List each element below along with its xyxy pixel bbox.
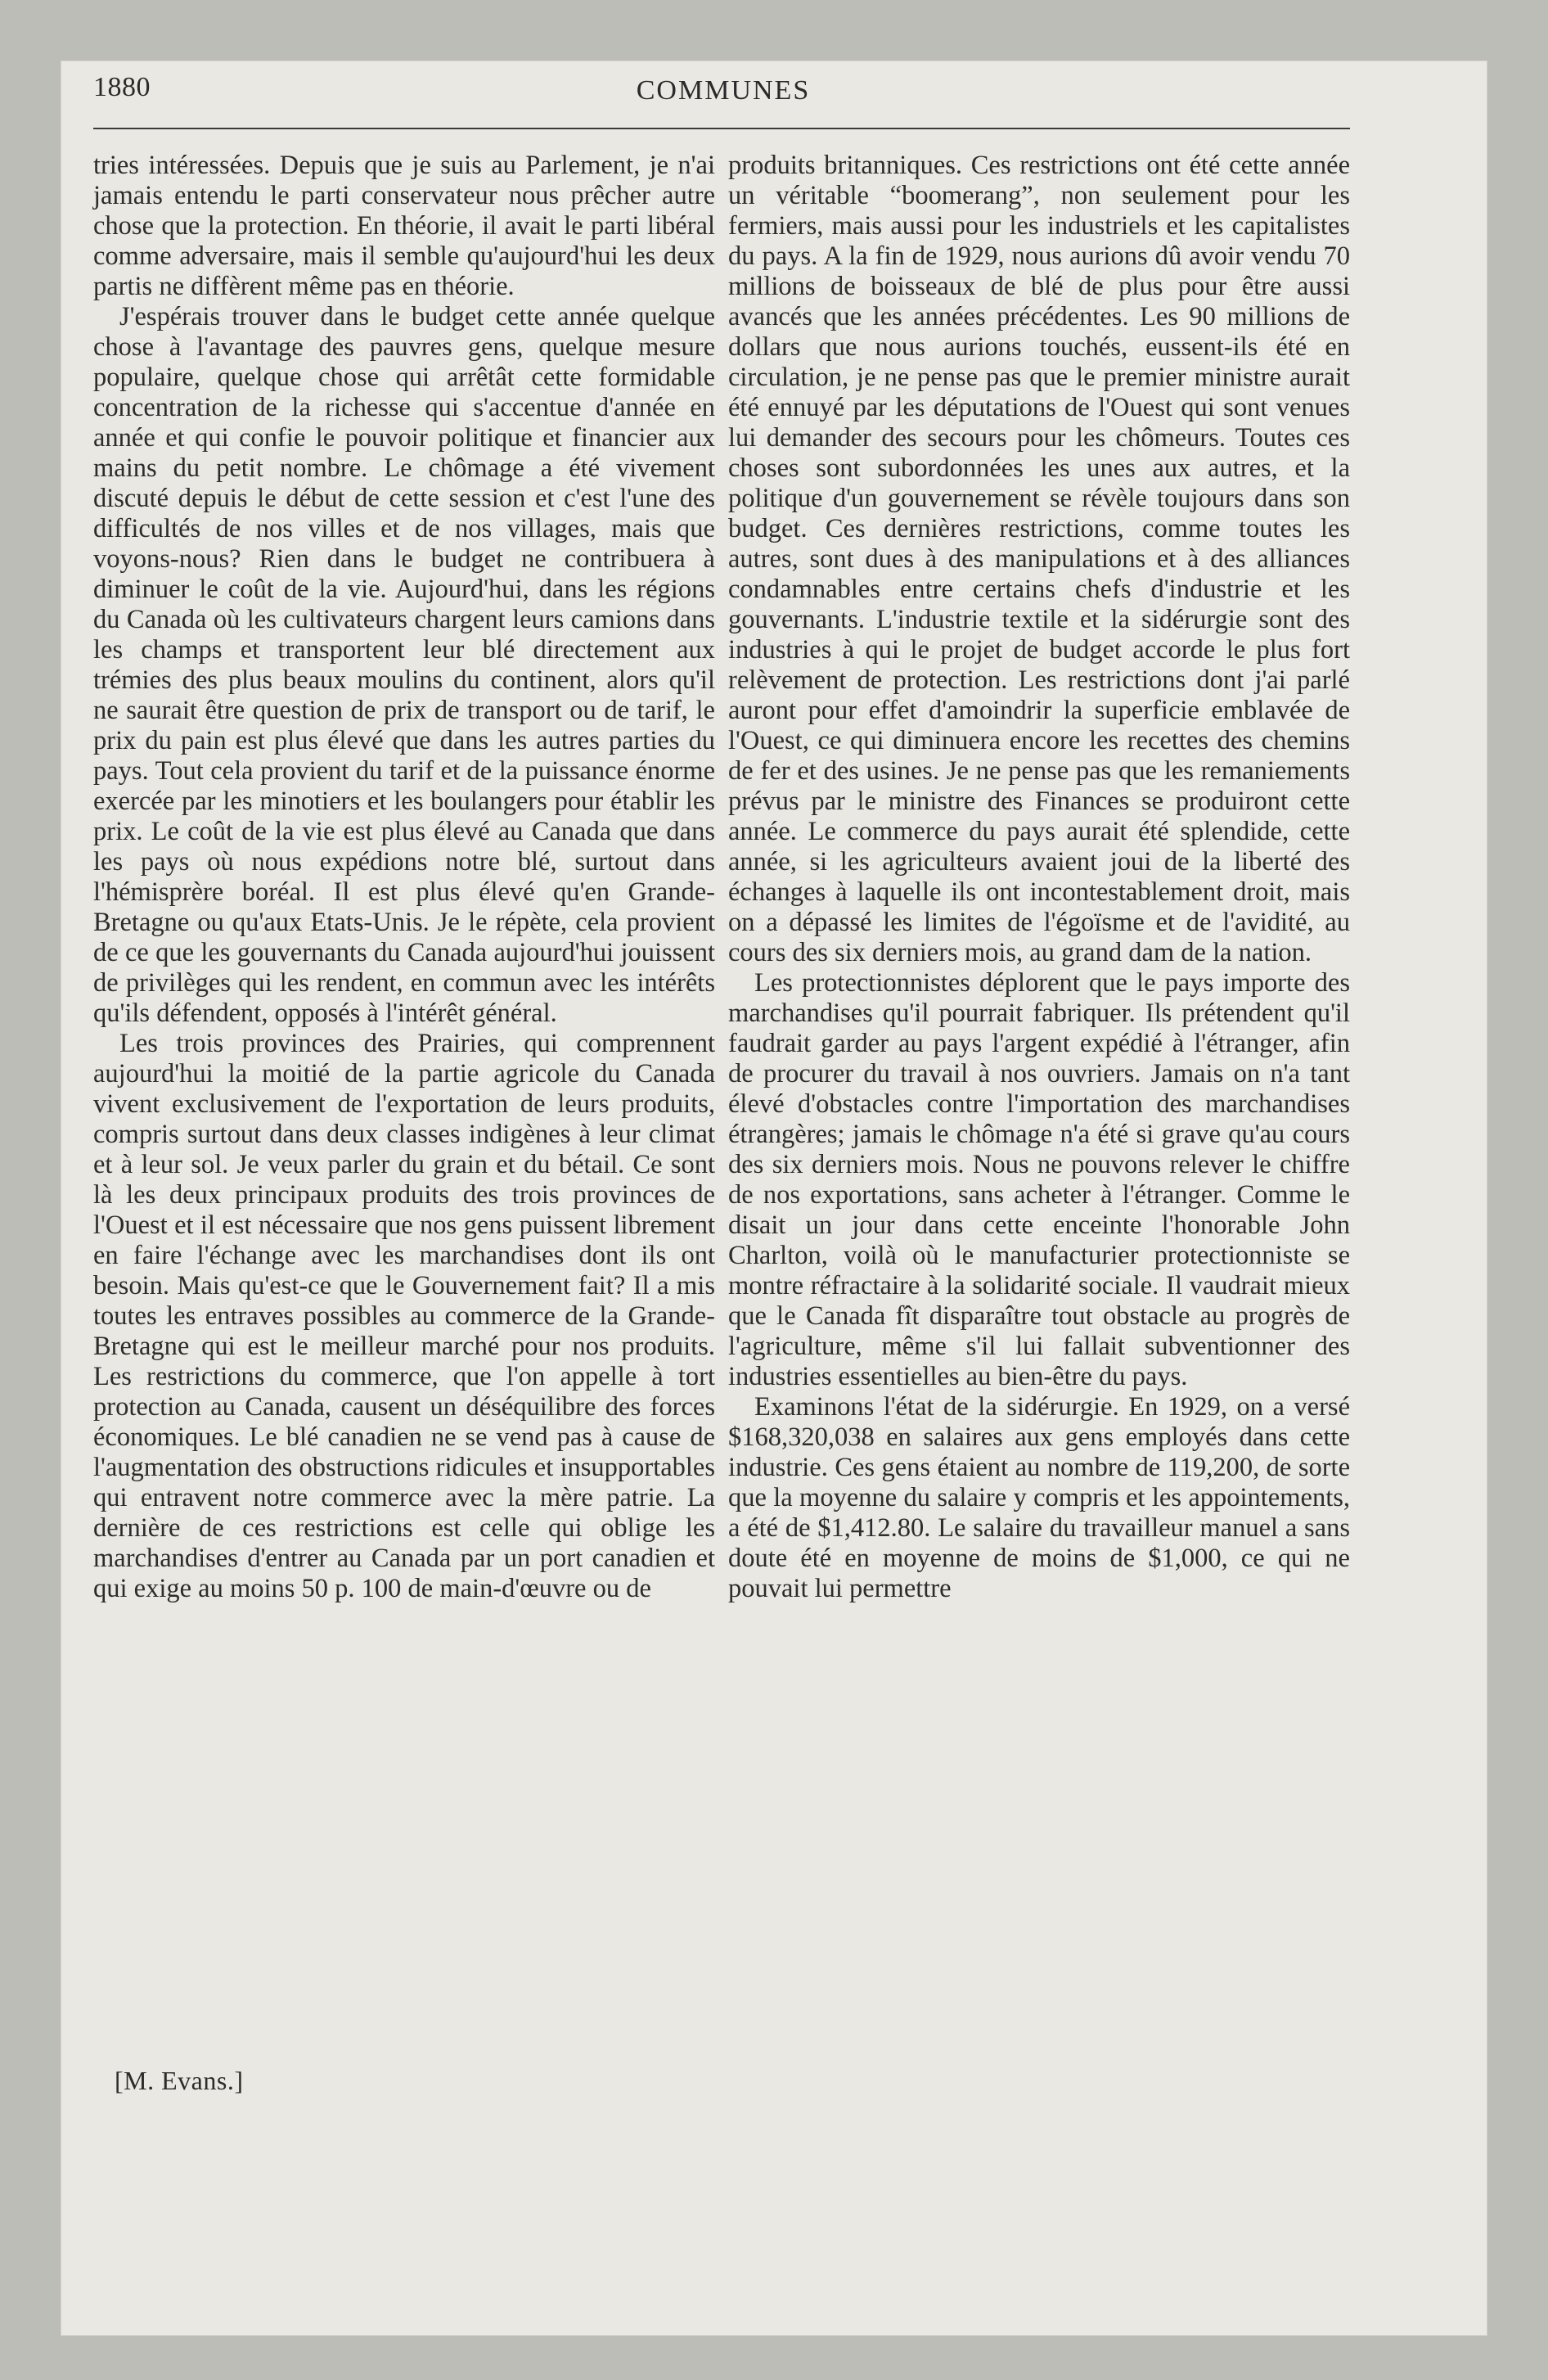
left-paragraph-3: Les trois provinces des Prairies, qui comprennent aujourd'hui la moitié de la partie agricole du Canada vivent exclusivement de l'exportation de leurs produits, compris surtout dans deux classes indigènes à leur climat et à leur sol. Je veux parler du grain et du bétail. Ce sont là les deux principaux produits des trois provinces de l'Ouest et il est nécessaire que nos gens puissent librement en faire l'échange avec les marchandises dont ils ont besoin. Mais qu'est-ce que le Gouvernement fait? Il a mis toutes les entraves possibles au commerce de la Grande-Bretagne qui est le meilleur marché pour nos produits. Les restrictions du commerce, que l'on appelle à tort protection au Canada, causent un déséquilibre des forces économiques. Le blé canadien ne se vend pas à cause de l'augmentation des obstructions ridicules et insupportables qui entravent notre commerce avec la mère patrie. La dernière de ces restrictions est celle qui oblige les marchandises d'entrer au Canada par un port canadien et qui exige au moins 50 p. 100 de main-d'œuvre ou de	[93, 1029, 715, 1603]
left-paragraph-2: J'espérais trouver dans le budget cette année quelque chose à l'avantage des pauvres gens, quelque mesure populaire, quelque chose qui arrêtât cette formidable concentration de la richesse qui s'accentue d'année en année et qui confie le pouvoir politique et financier aux mains du petit nombre. Le chômage a été vivement discuté depuis le début de cette session et c'est l'une des difficultés de nos villes et de nos villages, mais que voyons-nous? Rien dans le budget ne contribuera à diminuer le coût de la vie. Aujourd'hui, dans les régions du Canada où les cultivateurs chargent leurs camions dans les champs et transportent leur blé directement aux trémies des plus beaux moulins du continent, alors qu'il ne saurait être question de prix de transport ou de tarif, le prix du pain est plus élevé que dans les autres parties du pays. Tout cela provient du tarif et de la puissance énorme exercée par les minotiers et les boulangers pour établir les prix. Le coût de la vie est plus élevé au Canada que dans les pays où nous expédions notre blé, surtout dans l'hémisprère boréal. Il est plus élevé qu'en Grande-Bretagne ou qu'aux Etats-Unis. Je le répète, cela provient de ce que les gouvernants du Canada aujourd'hui jouissent de privilèges qui les rendent, en commun avec les intérêts qu'ils défendent, opposés à l'intérêt général.	[93, 302, 715, 1028]
page-number: 1880	[93, 72, 151, 102]
speaker-note: [M. Evans.]	[115, 2066, 244, 2095]
right-paragraph-1: produits britanniques. Ces restrictions ont été cette année un véritable “boomerang”, non seulement pour les fermiers, mais aussi pour les industriels et les capitalistes du pays. A la fin de 1929, nous aurions dû avoir vendu 70 millions de boisseaux de blé de plus pour être aussi avancés que les années précédentes. Les 90 millions de dollars que nous aurions touchés, eussent-ils été en circulation, je ne pense pas que le premier ministre aurait été ennuyé par les députations de l'Ouest qui sont venues lui demander des secours pour les chômeurs. Toutes ces choses sont subordonnées les unes aux autres, et la politique d'un gouvernement se révèle toujours dans son budget. Ces dernières restrictions, comme toutes les autres, sont dues à des manipulations et à des alliances condamnables entre certains chefs d'industrie et les gouvernants. L'industrie textile et la sidérurgie sont des industries à qui le projet de budget accorde le plus fort relèvement de protection. Les restrictions dont j'ai parlé auront pour effet d'amoindrir la superficie emblavée de l'Ouest, ce qui diminuera encore les recettes des chemins de fer et des usines. Je ne pense pas que les remaniements prévus par le ministre des Finances se produiront cette année. Le commerce du pays aurait été splendide, cette année, si les agriculteurs avaient joui de la liberté des échanges à laquelle ils ont incontestablement droit, mais on a dépassé les limites de l'égoïsme et de l'avidité, au cours des six derniers mois, au grand dam de la nation.	[728, 151, 1350, 967]
page-header	[93, 69, 1353, 118]
left-paragraph-1: tries intéressées. Depuis que je suis au Parlement, je n'ai jamais entendu le parti conservateur nous prêcher autre chose que la protection. En théorie, il avait le parti libéral comme adversaire, mais il semble qu'aujourd'hui les deux partis ne diffèrent même pas en théorie.	[93, 151, 715, 301]
right-paragraph-3: Examinons l'état de la sidérurgie. En 1929, on a versé $168,320,038 en salaires aux gens employés dans cette industrie. Ces gens étaient au nombre de 119,200, de sorte que la moyenne du salaire y compris et les appointements, a été de $1,412.80. Le salaire du travailleur manuel a sans doute été en moyenne de moins de $1,000, ce qui ne pouvait lui permettre	[728, 1392, 1350, 1603]
right-paragraph-2: Les protectionnistes déplorent que le pays importe des marchandises qu'il pourrait fabriquer. Ils prétendent qu'il faudrait garder au pays l'argent expédié à l'étranger, afin de procurer du travail à nos ouvriers. Jamais on n'a tant élevé d'obstacles contre l'importation des marchandises étrangères; jamais le chômage n'a été si grave qu'au cours des six derniers mois. Nous ne pouvons relever le chiffre de nos exportations, sans acheter à l'étranger. Comme le disait un jour dans cette enceinte l'honorable John Charlton, voilà où le manufacturier protectionniste se montre réfractaire à la solidarité sociale. Il vaudrait mieux que le Canada fît disparaître tout obstacle au progrès de l'agriculture, même s'il lui fallait subventionner des industries essentielles au bien-être du pays.	[728, 968, 1350, 1391]
running-head: COMMUNES	[636, 75, 811, 106]
left-column	[93, 151, 715, 2115]
header-rule	[93, 128, 1350, 129]
right-column	[728, 151, 1350, 2115]
